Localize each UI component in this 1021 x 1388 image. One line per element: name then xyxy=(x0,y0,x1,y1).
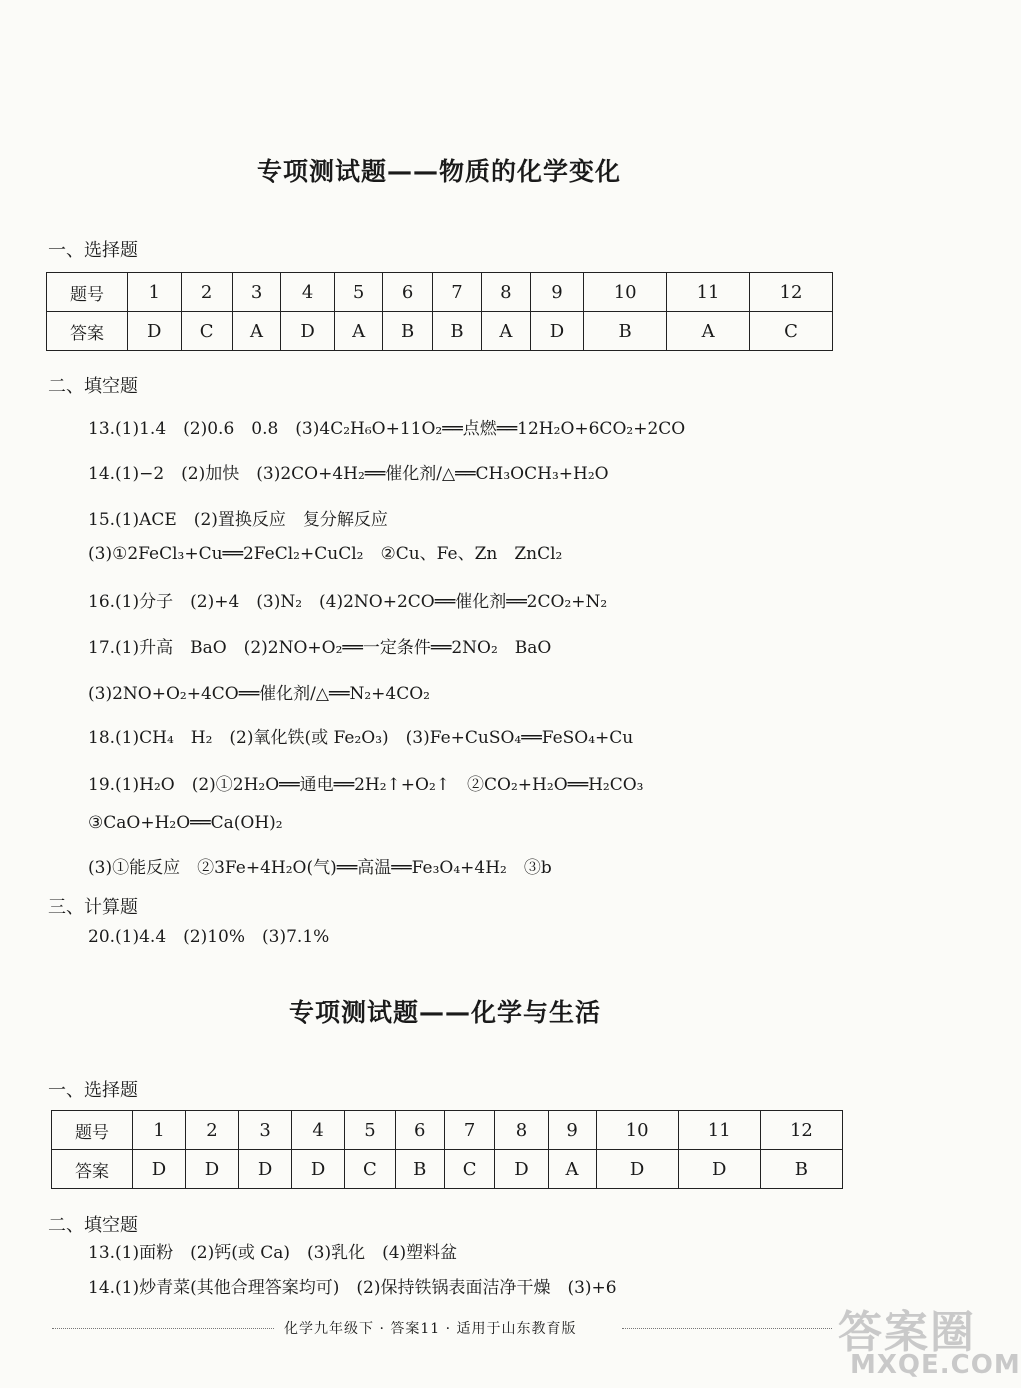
table-cell: C xyxy=(444,1150,495,1189)
page-title-2: 专项测试题——化学与生活 xyxy=(289,998,602,1027)
table-cell: C xyxy=(345,1150,396,1189)
table-cell: 11 xyxy=(678,1111,760,1150)
table-cell: 8 xyxy=(495,1111,548,1150)
table-cell: A xyxy=(548,1150,596,1189)
table-cell: B xyxy=(760,1150,842,1189)
answer-line: (3)①能反应 ②3Fe+4H₂O(气)══高温══Fe₃O₄+4H₂ ③b xyxy=(88,858,552,878)
table-cell: 9 xyxy=(530,273,584,312)
section-heading-choice-1: 一、选择题 xyxy=(48,240,138,261)
table-cell: 1 xyxy=(128,273,182,312)
table-cell: 2 xyxy=(186,1111,239,1150)
table-cell: B xyxy=(383,312,432,351)
table-cell: 1 xyxy=(133,1111,186,1150)
answer-line: 18.(1)CH₄ H₂ (2)氧化铁(或 Fe₂O₃) (3)Fe+CuSO₄══FeSO₄+Cu xyxy=(88,728,634,748)
table-cell: 5 xyxy=(345,1111,396,1150)
answer-line: 17.(1)升高 BaO (2)2NO+O₂══一定条件══2NO₂ BaO xyxy=(88,638,552,658)
table-cell: D xyxy=(239,1150,292,1189)
table-cell: 10 xyxy=(596,1111,678,1150)
table-cell: 8 xyxy=(482,273,531,312)
section-heading-calc-1: 三、计算题 xyxy=(48,897,138,918)
table-cell: 7 xyxy=(444,1111,495,1150)
answer-line: 13.(1)1.4 (2)0.6 0.8 (3)4C₂H₆O+11O₂══点燃══12H₂O+6CO₂+2CO xyxy=(88,419,686,439)
section-heading-fill-1: 二、填空题 xyxy=(48,376,138,397)
table-cell: 6 xyxy=(383,273,432,312)
table-header-cell: 答案 xyxy=(52,1150,133,1189)
table-cell: A xyxy=(232,312,281,351)
answer-line: (3)2NO+O₂+4CO══催化剂/△══N₂+4CO₂ xyxy=(88,684,430,704)
answer-line: 13.(1)面粉 (2)钙(或 Ca) (3)乳化 (4)塑料盆 xyxy=(88,1243,458,1263)
table-cell: D xyxy=(281,312,335,351)
table-cell: 12 xyxy=(760,1111,842,1150)
watermark-logo: 答案圈 xyxy=(838,1307,976,1358)
page-title-1: 专项测试题——物质的化学变化 xyxy=(257,157,622,186)
page-footer: 化学九年级下 · 答案11 · 适用于山东教育版 xyxy=(284,1321,577,1337)
table-cell: D xyxy=(186,1150,239,1189)
table-row xyxy=(47,312,833,351)
answer-line: 16.(1)分子 (2)+4 (3)N₂ (4)2NO+2CO══催化剂══2CO₂+N₂ xyxy=(88,592,608,612)
answer-table-2 xyxy=(51,1110,843,1189)
table-cell: D xyxy=(596,1150,678,1189)
answer-line: 20.(1)4.4 (2)10% (3)7.1% xyxy=(88,927,330,947)
watermark-site: MXQE.COM xyxy=(850,1350,1021,1380)
table-row xyxy=(52,1150,843,1189)
answer-table-1 xyxy=(46,272,833,351)
table-cell: C xyxy=(181,312,232,351)
footer-divider-right xyxy=(622,1328,832,1329)
table-cell: 3 xyxy=(232,273,281,312)
table-cell: B xyxy=(432,312,481,351)
table-cell: D xyxy=(128,312,182,351)
table-cell: A xyxy=(482,312,531,351)
answer-line: 15.(1)ACE (2)置换反应 复分解反应 xyxy=(88,510,388,530)
table-cell: D xyxy=(133,1150,186,1189)
answer-line: 14.(1)炒青菜(其他合理答案均可) (2)保持铁锅表面洁净干燥 (3)+6 xyxy=(88,1278,617,1298)
table-cell: C xyxy=(750,312,833,351)
answer-line: 14.(1)−2 (2)加快 (3)2CO+4H₂══催化剂/△══CH₃OCH₃+H₂O xyxy=(88,464,609,484)
table-row xyxy=(52,1111,843,1150)
answer-line: ③CaO+H₂O══Ca(OH)₂ xyxy=(88,813,283,833)
table-header-cell: 题号 xyxy=(47,273,128,312)
table-cell: A xyxy=(334,312,383,351)
table-cell: D xyxy=(530,312,584,351)
table-header-cell: 答案 xyxy=(47,312,128,351)
table-cell: 7 xyxy=(432,273,481,312)
table-cell: A xyxy=(667,312,750,351)
table-cell: 6 xyxy=(395,1111,444,1150)
table-cell: 4 xyxy=(281,273,335,312)
table-cell: 10 xyxy=(584,273,667,312)
table-cell: 2 xyxy=(181,273,232,312)
table-cell: D xyxy=(292,1150,345,1189)
table-cell: 12 xyxy=(750,273,833,312)
table-cell: 4 xyxy=(292,1111,345,1150)
footer-divider-left xyxy=(52,1328,274,1329)
table-cell: B xyxy=(395,1150,444,1189)
table-cell: B xyxy=(584,312,667,351)
table-cell: D xyxy=(678,1150,760,1189)
table-cell: 11 xyxy=(667,273,750,312)
table-row xyxy=(47,273,833,312)
table-cell: 5 xyxy=(334,273,383,312)
table-header-cell: 题号 xyxy=(52,1111,133,1150)
table-cell: 9 xyxy=(548,1111,596,1150)
table-cell: 3 xyxy=(239,1111,292,1150)
answer-line: (3)①2FeCl₃+Cu══2FeCl₂+CuCl₂ ②Cu、Fe、Zn ZnCl₂ xyxy=(88,544,563,564)
answer-line: 19.(1)H₂O (2)①2H₂O══通电══2H₂↑+O₂↑ ②CO₂+H₂O══H₂CO₃ xyxy=(88,775,644,795)
section-heading-choice-2: 一、选择题 xyxy=(48,1080,138,1101)
table-cell: D xyxy=(495,1150,548,1189)
section-heading-fill-2: 二、填空题 xyxy=(48,1215,138,1236)
